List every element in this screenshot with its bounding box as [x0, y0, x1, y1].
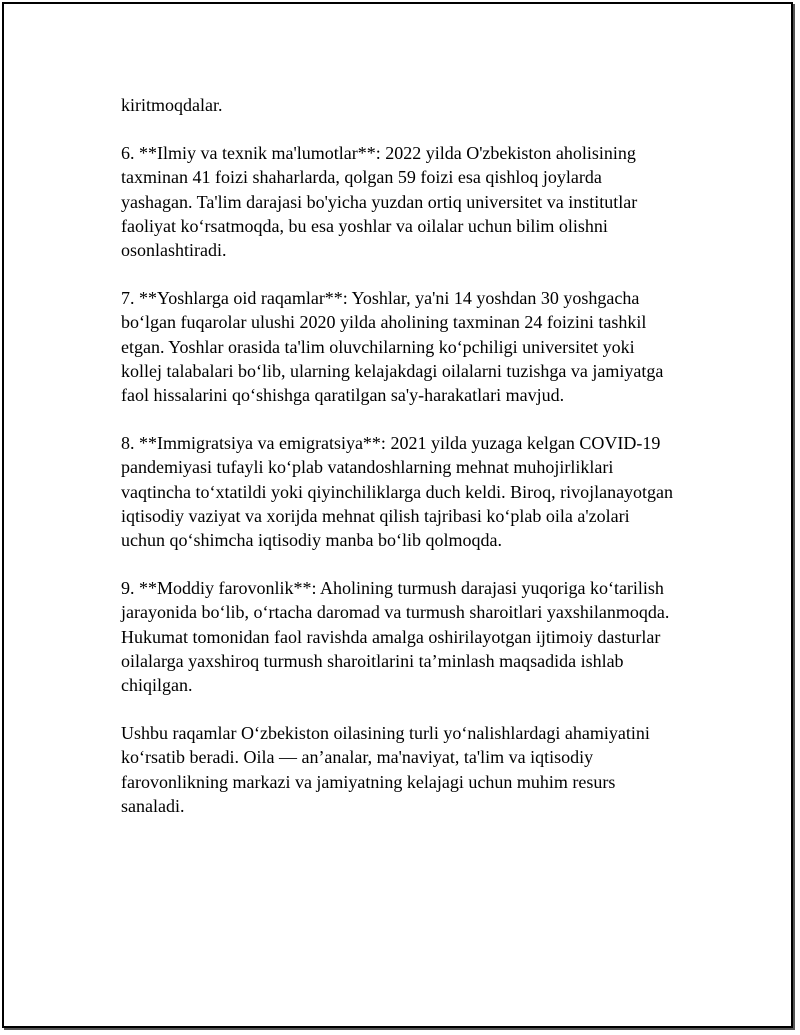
- text-line: faoliyat koʻrsatmoqda, bu esa yoshlar va oilalar uchun bilim olishni: [121, 215, 608, 236]
- text-line: pandemiyasi tufayli koʻplab vatandoshlarning mehnat muhojirliklari: [121, 457, 614, 478]
- paragraph-youth-figures: [121, 286, 681, 407]
- text-line: koʻrsatib beradi. Oila — an’analar, ma'naviyat, ta'lim va iqtisodiy: [121, 747, 594, 768]
- paragraph-continuation: [121, 93, 681, 117]
- text-line: sanaladi.: [121, 795, 185, 816]
- text-line: faol hissalarini qoʻshishga qaratilgan sa'y-harakatlari mavjud.: [121, 385, 565, 406]
- text-line: 9. **Moddiy farovonlik**: Aholining turmush darajasi yuqoriga koʻtarilish: [121, 578, 664, 599]
- text-line: farovonlikning markazi va jamiyatning kelajagi uchun muhim resurs: [121, 771, 616, 792]
- document-body: [121, 93, 681, 842]
- text-line: 8. **Immigratsiya va emigratsiya**: 2021 yilda yuzaga kelgan COVID-19: [121, 433, 661, 454]
- document-page: [2, 2, 793, 1028]
- paragraph-material-welfare: [121, 576, 681, 697]
- paragraph-migration: [121, 431, 681, 552]
- paragraph-conclusion: [121, 721, 681, 818]
- text-line: chiqilgan.: [121, 675, 193, 696]
- text-line: etgan. Yoshlar orasida ta'lim oluvchilarning koʻpchiligi universitet yoki: [121, 336, 635, 357]
- text-line: yashagan. Ta'lim darajasi bo'yicha yuzdan ortiq universitet va institutlar: [121, 191, 638, 212]
- text-line: kollej talabalari boʻlib, ularning kelajakdagi oilalarni tuzishga va jamiyatga: [121, 360, 664, 381]
- text-line: kiritmoqdalar.: [121, 95, 223, 115]
- text-line: oilalarga yaxshiroq turmush sharoitlarini ta’minlash maqsadida ishlab: [121, 650, 624, 671]
- text-line: 6. **Ilmiy va texnik ma'lumotlar**: 2022 yilda O'zbekiston aholisining: [121, 143, 636, 164]
- text-line: boʻlgan fuqarolar ulushi 2020 yilda aholining taxminan 24 foizini tashkil: [121, 312, 647, 333]
- text-line: Hukumat tomonidan faol ravishda amalga oshirilayotgan ijtimoiy dasturlar: [121, 626, 661, 647]
- text-line: taxminan 41 foizi shaharlarda, qolgan 59 foizi esa qishloq joylarda: [121, 167, 602, 188]
- text-line: iqtisodiy vaziyat va xorijda mehnat qilish tajribasi koʻplab oila a'zolari: [121, 505, 630, 526]
- paragraph-scientific-data: [121, 141, 681, 262]
- text-line: osonlashtiradi.: [121, 240, 227, 261]
- text-line: jarayonida boʻlib, oʻrtacha daromad va turmush sharoitlari yaxshilanmoqda.: [121, 602, 670, 623]
- text-line: vaqtincha toʻxtatildi yoki qiyinchiliklarga duch keldi. Biroq, rivojlanayotgan: [121, 481, 674, 502]
- text-line: uchun qoʻshimcha iqtisodiy manba boʻlib qolmoqda.: [121, 530, 502, 551]
- text-line: Ushbu raqamlar Oʻzbekiston oilasining turli yoʻnalishlardagi ahamiyatini: [121, 723, 650, 744]
- text-line: 7. **Yoshlarga oid raqamlar**: Yoshlar, ya'ni 14 yoshdan 30 yoshgacha: [121, 288, 640, 309]
